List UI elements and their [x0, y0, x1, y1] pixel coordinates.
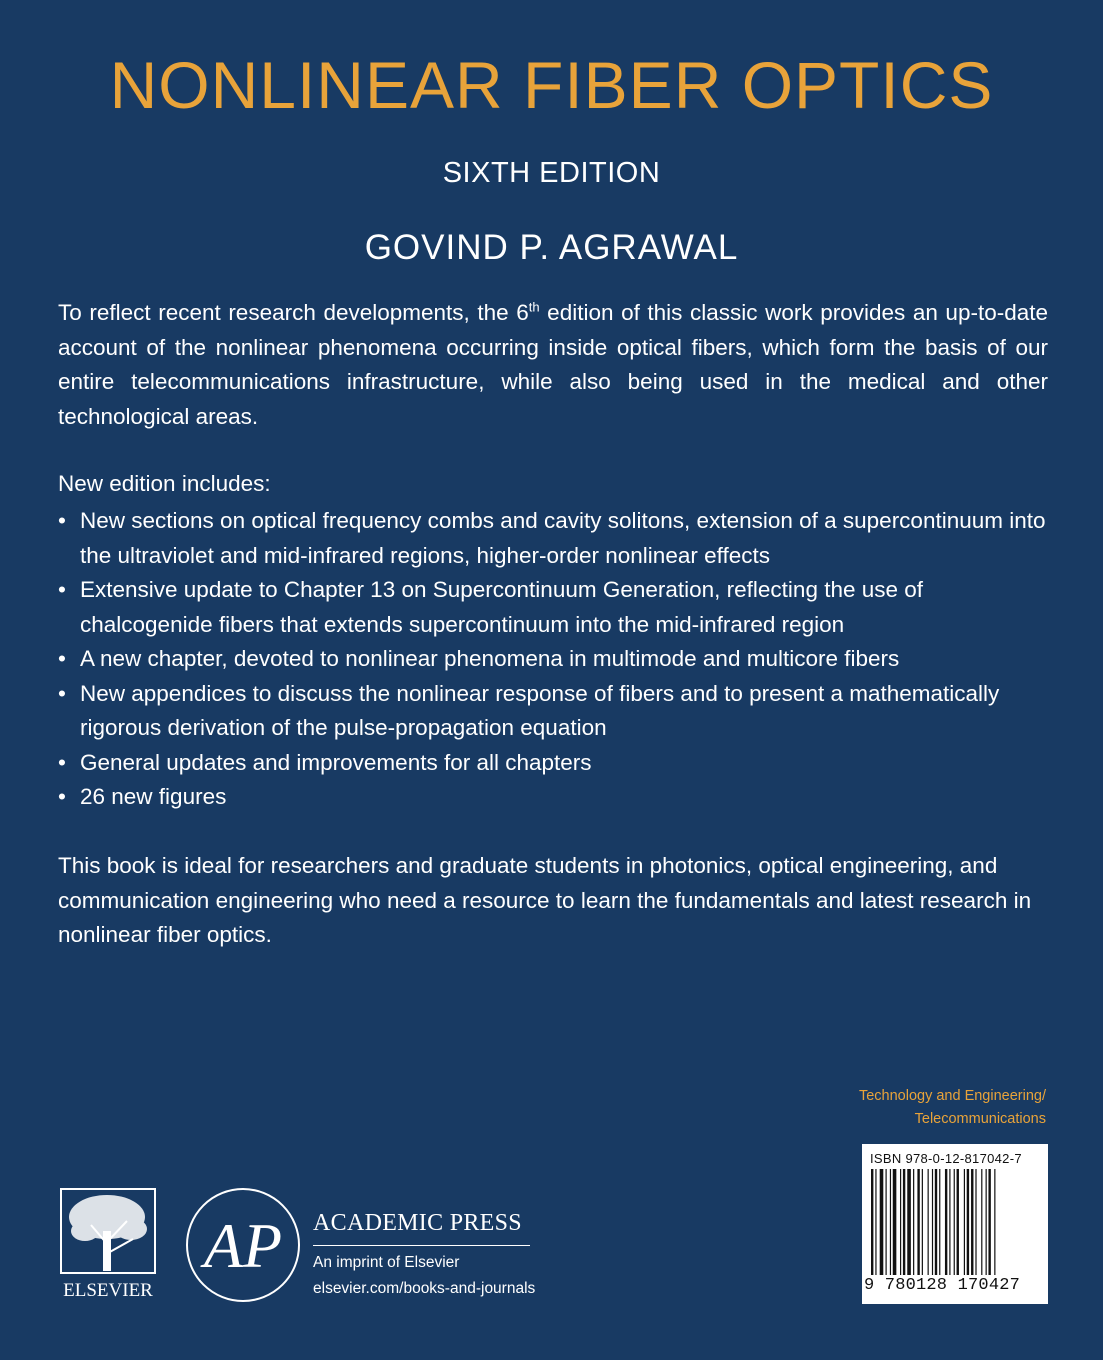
barcode-bar — [932, 1169, 933, 1275]
barcode-bar — [875, 1169, 876, 1275]
publisher-name: ACADEMIC PRESS — [313, 1210, 522, 1236]
academic-press-logo — [183, 1185, 303, 1305]
category-line: Technology and Engineering/ — [858, 1088, 1046, 1104]
feature-item: • New appendices to discuss the nonlinear response of fibers and to present a mathematically rigorous derivation of the pulse-propagation equation — [58, 677, 1048, 746]
features-list — [58, 504, 1048, 815]
barcode-bar — [994, 1169, 995, 1275]
feature-item: • General updates and improvements for all chapters — [58, 746, 1048, 781]
barcode-bar — [900, 1169, 901, 1275]
publisher-url[interactable]: elsevier.com/books-and-journals — [313, 1280, 536, 1297]
barcode-bar — [971, 1169, 973, 1275]
barcode-bar — [935, 1169, 937, 1275]
barcode-bar — [893, 1169, 897, 1275]
isbn-barcode — [862, 1144, 1048, 1304]
barcode-bar — [907, 1169, 911, 1275]
feature-item: • A new chapter, devoted to nonlinear phenomena in multimode and multicore fibers — [58, 642, 1048, 677]
barcode-bar — [964, 1169, 965, 1275]
feature-item: • Extensive update to Chapter 13 on Supercontinuum Generation, reflecting the use of chalcogenide fibers that extends supercontinuum into the mid-infrared region — [58, 573, 1048, 642]
barcode-bar — [981, 1169, 982, 1275]
book-title: NONLINEAR FIBER OPTICS — [109, 48, 994, 122]
elsevier-tree-logo — [55, 1183, 161, 1301]
barcode-bar — [954, 1169, 955, 1275]
barcode-bar — [886, 1169, 887, 1275]
barcode-bar — [917, 1169, 919, 1275]
elsevier-wordmark: ELSEVIER — [63, 1280, 153, 1301]
barcode-bar — [988, 1169, 990, 1275]
intro-paragraph — [58, 296, 1048, 434]
barcode-bar — [957, 1169, 959, 1275]
barcode-bar — [922, 1169, 923, 1275]
subject-category — [746, 1085, 1046, 1131]
barcode-bar — [986, 1169, 987, 1275]
feature-item: • 26 new figures — [58, 780, 1048, 815]
barcode-bar — [913, 1169, 914, 1275]
barcode-bar — [880, 1169, 884, 1275]
edition-ordinal-suffix: th — [528, 299, 540, 315]
barcode-bar — [949, 1169, 950, 1275]
audience-paragraph: This book is ideal for researchers and graduate students in photonics, optical engineering, and communication engineering who need a resource to learn the fundamentals and latest research in nonlinear fiber optics. — [58, 853, 1032, 947]
feature-item: • New sections on optical frequency combs and cavity solitons, extension of a supercontinuum into the ultraviolet and mid-infrared regions, higher-order nonlinear effects — [58, 504, 1048, 573]
barcode-bar — [975, 1169, 976, 1275]
author-name: GOVIND P. AGRAWAL — [364, 228, 739, 267]
barcode-digits: 9 780128 170427 — [864, 1276, 1021, 1295]
intro-text-start: To reflect recent research developments, the 6 — [58, 300, 529, 325]
barcode-bar — [871, 1169, 873, 1275]
barcode-bar — [928, 1169, 929, 1275]
ap-monogram: AP — [203, 1210, 283, 1281]
edition-label: SIXTH EDITION — [442, 157, 661, 189]
barcode-bar — [945, 1169, 947, 1275]
imprint-line: An imprint of Elsevier — [313, 1254, 460, 1271]
category-line: Telecommunications — [914, 1111, 1046, 1127]
intro-text-end: edition of this classic work provides an up-to-date account of the nonlinear phenomena occurring inside optical fibers, which form the basis of our entire telecommunications infrastructure, while also being used in the medical and other technological areas. — [58, 300, 1049, 429]
barcode-bar — [903, 1169, 905, 1275]
barcode-bars — [871, 1169, 1039, 1275]
barcode-bar — [939, 1169, 940, 1275]
isbn-label: ISBN 978-0-12-817042-7 — [870, 1151, 1022, 1166]
features-heading: New edition includes: — [58, 471, 271, 496]
publisher-divider — [313, 1245, 530, 1246]
barcode-bar — [890, 1169, 891, 1275]
barcode-bar — [967, 1169, 969, 1275]
